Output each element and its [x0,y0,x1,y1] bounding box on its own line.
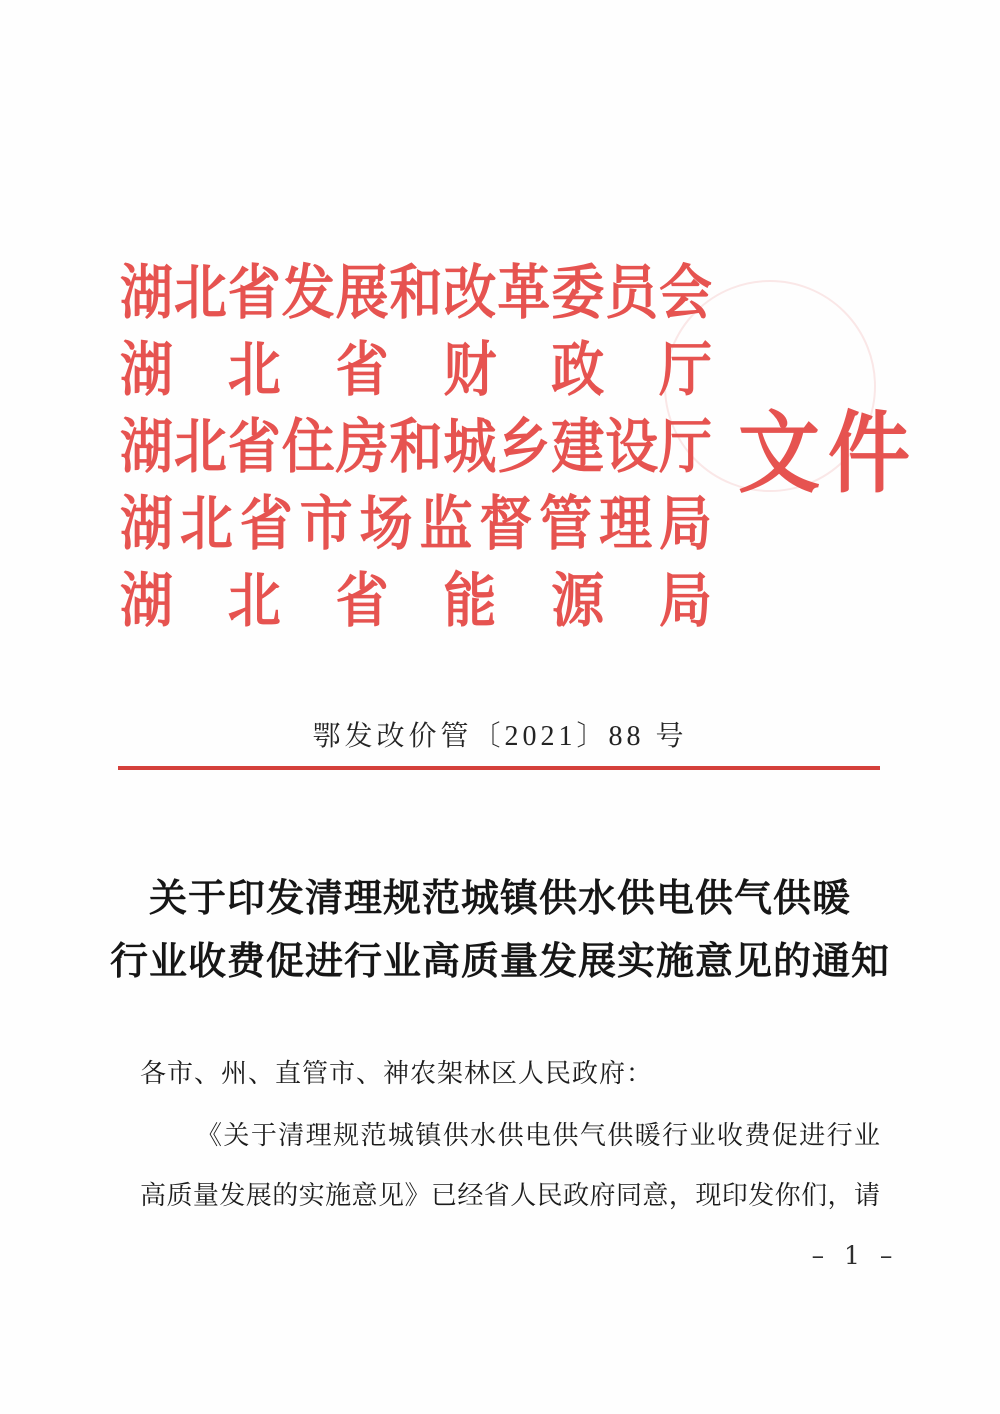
body-paragraph-line-2: 高质量发展的实施意见》已经省人民政府同意，现印发你们，请 [140,1181,880,1210]
red-separator-rule [118,766,880,770]
agency-name-ndrc: 湖北省发展和改革委员会 [120,261,712,327]
document-title-line-1: 关于印发清理规范城镇供水供电供气供暖 [148,878,851,920]
agency-name-market-regulation: 湖北省市场监督管理局 [120,492,712,558]
agency-name-finance: 湖北省财政厅 [120,338,712,404]
doc-type-label: 文件 [738,404,919,504]
salutation-line: 各市、州、直管市、神农架林区人民政府： [140,1059,654,1088]
agency-name-housing: 湖北省住房和城乡建设厅 [120,415,712,481]
document-title [0,868,1000,994]
doc-reference-number: 鄂发改价管〔2021〕88 号 [312,721,688,752]
agency-name-energy: 湖北省能源局 [120,569,712,635]
document-title-line-2: 行业收费促进行业高质量发展实施意见的通知 [109,941,890,983]
page-number: – 1 – [811,1241,899,1270]
letterhead-agency-block [120,256,712,641]
body-paragraph-line-1: 《关于清理规范城镇供水供电供气供暖行业收费促进行业 [196,1121,880,1150]
